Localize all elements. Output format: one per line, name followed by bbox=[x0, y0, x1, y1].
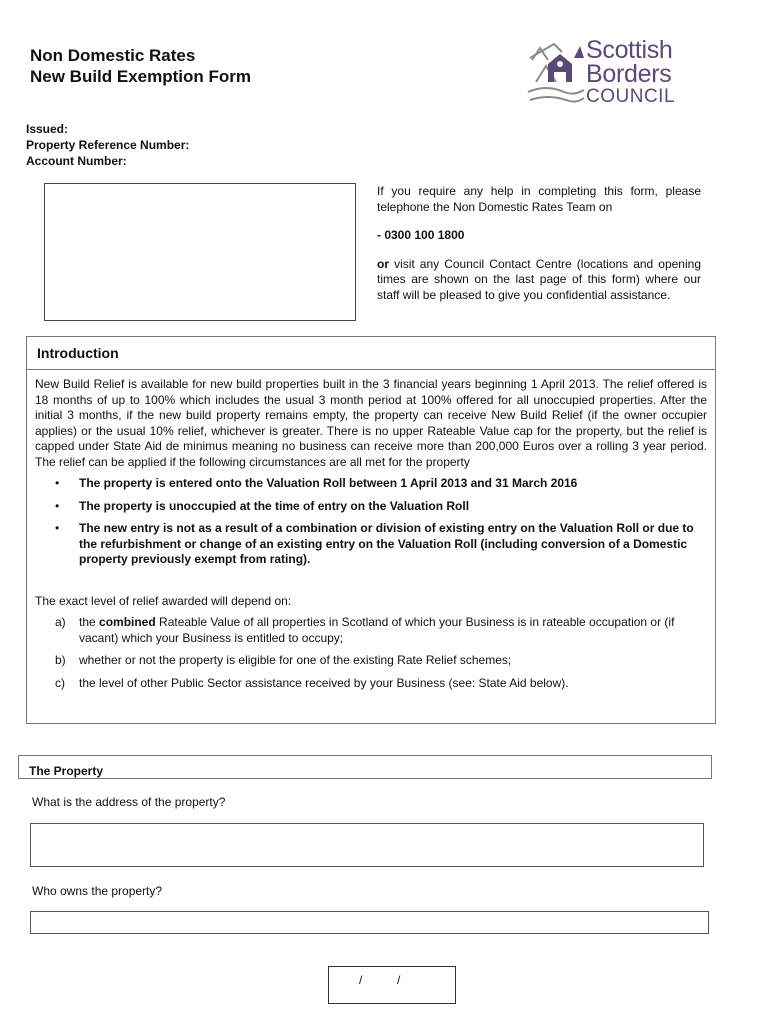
introduction-title: Introduction bbox=[37, 345, 119, 361]
date-separator: / bbox=[397, 973, 401, 987]
help-visit-text: visit any Council Contact Centre (locations and opening times are shown on the last page of this form) where our staff will be pleased to give you confidential assistance. bbox=[377, 256, 701, 302]
council-logo bbox=[526, 38, 686, 110]
relief-factors-list bbox=[35, 615, 707, 691]
item-post: Rateable Value of all properties in Scotland of which your Business is in rateable occupation or (if vacant) which your Business is entitled to occupy; bbox=[79, 615, 675, 645]
owner-question: Who owns the property? bbox=[32, 884, 163, 898]
property-section-header bbox=[18, 755, 712, 779]
criteria-text: The new entry is not as a result of a combination or division of existing entry on the Valuation Roll or due to the refurbishment or change of an existing entry on the Valuation Roll (including conversion of a Domestic property previously exempt from rating). bbox=[79, 521, 694, 566]
date-separator: / bbox=[359, 973, 363, 987]
criteria-item bbox=[35, 499, 707, 515]
relief-factor-item bbox=[35, 676, 707, 692]
help-visit bbox=[377, 257, 701, 304]
address-question: What is the address of the property? bbox=[32, 795, 226, 809]
bullet-mark: • bbox=[55, 521, 60, 535]
item-mark: b) bbox=[55, 653, 66, 667]
help-intro: If you require any help in completing this form, please telephone the Non Domestic Rates Team on bbox=[377, 184, 701, 214]
property-section-title: The Property bbox=[29, 764, 104, 778]
relief-intro: The exact level of relief awarded will depend on: bbox=[35, 593, 292, 608]
property-owner-field[interactable] bbox=[30, 911, 709, 934]
criteria-list bbox=[35, 476, 707, 568]
relief-factor-item bbox=[35, 653, 707, 669]
property-reference-label: Property Reference Number: bbox=[26, 138, 190, 152]
help-or: or bbox=[377, 256, 389, 271]
ratepayer-address-box[interactable] bbox=[44, 183, 356, 321]
introduction-header bbox=[27, 337, 715, 370]
account-number-label: Account Number: bbox=[26, 154, 127, 168]
logo-wordmark bbox=[586, 38, 675, 108]
bullet-mark: • bbox=[55, 476, 60, 490]
date-field[interactable] bbox=[328, 966, 456, 1004]
property-address-field[interactable] bbox=[30, 823, 704, 867]
form-title-line1: Non Domestic Rates bbox=[30, 46, 196, 65]
item-pre: whether or not the property is eligible for one of the existing Rate Relief schemes; bbox=[79, 653, 512, 667]
introduction-paragraph: New Build Relief is available for new build properties built in the 3 financial years beginning 1 April 2013. The relief offered is 18 months of up to 100% which includes the usual 3 month period at 100% offered for all unoccupied properties. After the initial 3 months, if the new build property remains empty, the property can receive New Build Relief (if the owner occupier applies) or the usual 10% relief, whichever is greater. There is no upper Rateable Value cap for the property, but the relief is capped under State Aid de minimus meaning no business can receive more than 200,000 Euros over a rolling 3 year period. The relief can be applied if the following circumstances are all met for the property bbox=[35, 377, 707, 469]
item-pre: the level of other Public Sector assistance received by your Business (see: State Aid below). bbox=[79, 675, 569, 690]
introduction-body bbox=[35, 377, 707, 698]
item-mark: c) bbox=[55, 675, 65, 690]
form-title bbox=[30, 45, 251, 87]
help-phone: - 0300 100 1800 bbox=[377, 228, 465, 242]
criteria-item bbox=[35, 521, 707, 568]
issued-label: Issued: bbox=[26, 122, 69, 136]
logo-line-3: COUNCIL bbox=[586, 86, 676, 107]
relief-factor-item bbox=[35, 615, 707, 646]
form-metadata bbox=[26, 121, 189, 169]
help-text bbox=[377, 184, 701, 316]
criteria-item bbox=[35, 476, 707, 492]
logo-line-2: Borders bbox=[586, 60, 672, 88]
introduction-section bbox=[26, 336, 716, 724]
logo-line-1: Scottish bbox=[586, 36, 673, 64]
item-pre: the bbox=[79, 615, 100, 629]
bullet-mark: • bbox=[55, 498, 60, 513]
criteria-text: The property is unoccupied at the time of entry on the Valuation Roll bbox=[79, 498, 470, 513]
item-mark: a) bbox=[55, 615, 66, 629]
scottish-borders-emblem-icon bbox=[526, 38, 586, 110]
criteria-text: The property is entered onto the Valuation Roll between 1 April 2013 and 31 March 2016 bbox=[79, 476, 578, 490]
form-title-line2: New Build Exemption Form bbox=[30, 67, 252, 86]
item-bold: combined bbox=[99, 615, 156, 629]
